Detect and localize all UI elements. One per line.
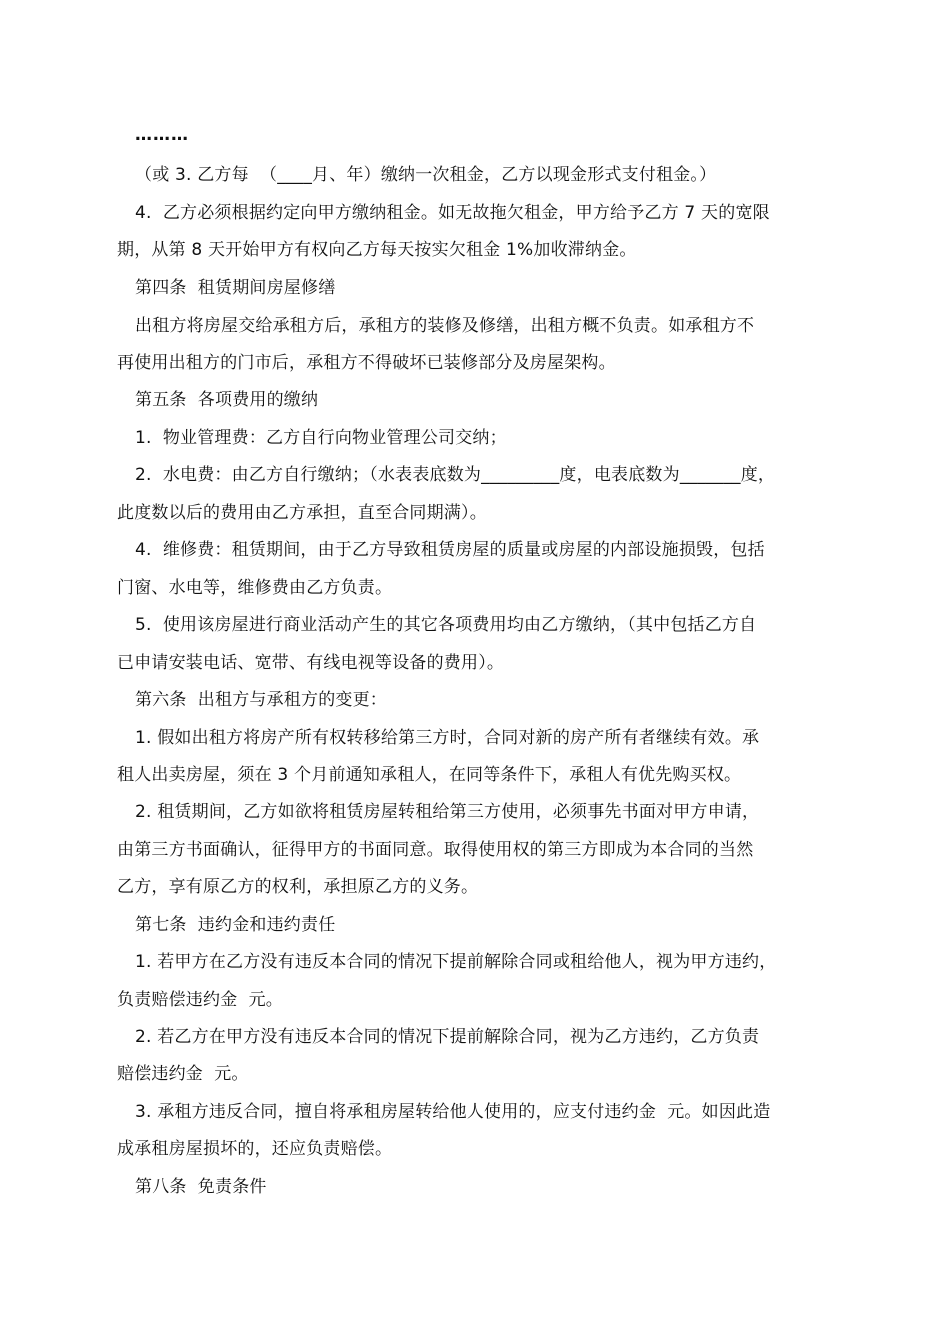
- change-item-1-line-1: 1. 假如出租方将房产所有权转移给第三方时，合同对新的房产所有者继续有效。承: [135, 728, 760, 748]
- fee-item-4-line-2: 门窗、水电等，维修费由乙方负责。: [117, 578, 393, 598]
- clause-4-line-1: 4. 乙方必须根据约定向甲方缴纳租金。如无故拖欠租金，甲方给予乙方 7 天的宽限: [135, 203, 770, 223]
- fee-item-4-line-1: 4. 维修费：租赁期间，由于乙方导致租赁房屋的质量或房屋的内部设施损毁，包括: [135, 540, 765, 560]
- article-4-body-line-1: 出租方将房屋交给承租方后，承租方的装修及修缮，出租方概不负责。如承租方不: [135, 316, 755, 336]
- article-5-heading: 第五条 各项费用的缴纳: [135, 390, 319, 410]
- change-item-1-line-2: 租人出卖房屋，须在 3 个月前通知承租人，在同等条件下，承租人有优先购买权。: [117, 765, 742, 785]
- fee-item-1-line: 1. 物业管理费：乙方自行向物业管理公司交纳；: [135, 428, 507, 448]
- change-item-2-line-3: 乙方，享有原乙方的权利，承担原乙方的义务。: [117, 877, 479, 897]
- penalty-item-3-line-1: 3. 承租方违反合同，擅自将承租房屋转给他人使用的，应支付违约金 元。如因此造: [135, 1102, 771, 1122]
- change-item-2-line-1: 2. 租赁期间，乙方如欲将租赁房屋转租给第三方使用，必须事先书面对甲方申请，: [135, 802, 760, 822]
- fee-item-2-line-2: 此度数以后的费用由乙方承担，直至合同期满）。: [117, 503, 487, 523]
- article-4-body-line-2: 再使用出租方的门市后，承租方不得破坏已装修部分及房屋架构。: [117, 353, 616, 373]
- article-8-heading: 第八条 免责条件: [135, 1177, 267, 1197]
- ellipsis-line: ………: [135, 125, 189, 145]
- clause-4-line-2: 期，从第 8 天开始甲方有权向乙方每天按实欠租金 1%加收滞纳金。: [117, 240, 637, 260]
- change-item-2-line-2: 由第三方书面确认，征得甲方的书面同意。取得使用权的第三方即成为本合同的当然: [117, 840, 754, 860]
- penalty-item-1-line-2: 负责赔偿违约金 元。: [117, 990, 284, 1010]
- fee-item-5-line-2: 已申请安装电话、宽带、有线电视等设备的费用）。: [117, 653, 505, 673]
- fee-item-2-line-1: 2. 水电费：由乙方自行缴纳；（水表表底数为_________度，电表底数为_______度，: [135, 465, 776, 485]
- penalty-item-3-line-2: 成承租房屋损坏的，还应负责赔偿。: [117, 1139, 393, 1159]
- article-6-heading: 第六条 出租方与承租方的变更：: [135, 690, 388, 710]
- penalty-item-2-line-2: 赔偿违约金 元。: [117, 1064, 249, 1084]
- penalty-item-2-line-1: 2. 若乙方在甲方没有违反本合同的情况下提前解除合同，视为乙方违约，乙方负责: [135, 1027, 760, 1047]
- rent-option-3-line: （或 3. 乙方每 （____月、年）缴纳一次租金，乙方以现金形式支付租金。）: [135, 165, 717, 185]
- penalty-item-1-line-1: 1. 若甲方在乙方没有违反本合同的情况下提前解除合同或租给他人，视为甲方违约，: [135, 952, 777, 972]
- fee-item-5-line-1: 5. 使用该房屋进行商业活动产生的其它各项费用均由乙方缴纳，（其中包括乙方自: [135, 615, 757, 635]
- article-7-heading: 第七条 违约金和违约责任: [135, 915, 336, 935]
- article-4-heading: 第四条 租赁期间房屋修缮: [135, 278, 336, 298]
